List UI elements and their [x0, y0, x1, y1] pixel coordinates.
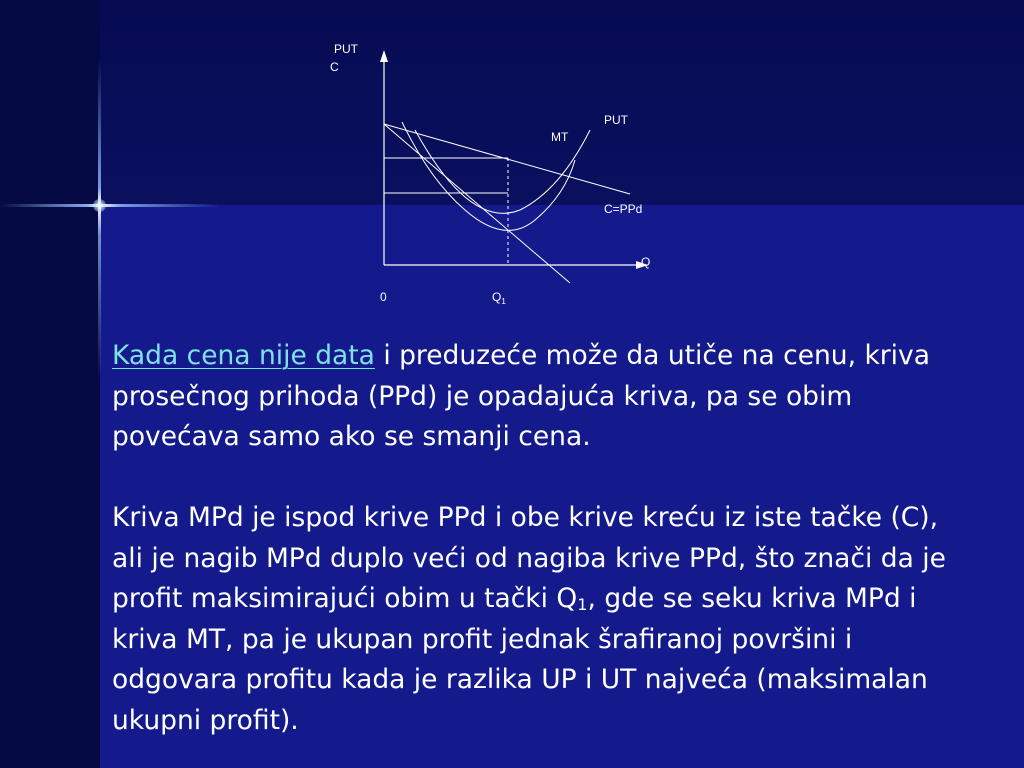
paragraph-1	[112, 336, 972, 458]
curve-label-demand: C=PPd	[604, 202, 643, 216]
link-kada-cena-nije-data[interactable]: Kada cena nije data	[112, 340, 375, 371]
curve-label-put: PUT	[604, 113, 628, 127]
y-axis-label-put: PUT	[334, 42, 358, 56]
marginal-cost-curve	[402, 122, 575, 230]
monopoly-diagram	[0, 0, 1024, 330]
demand-curve	[384, 124, 630, 194]
paragraph-2-subscript: 1	[577, 595, 588, 614]
paragraph-2-text-a: Kriva MPd je ispod krive PPd i obe krive kreću iz iste tačke (C), ali je nagib MPd duplo veći od nagiba krive PPd, što znači da je profit maksimirajući obim u tački Q	[112, 502, 946, 614]
paragraph-1-text: i preduzeće može da utiče na cenu, kriva prosečnog prihoda (PPd) je opadajuća kriva, pa se obim povećava samo ako se smanji cena.	[112, 340, 930, 452]
paragraph-2-text-b: , gde se seku kriva MPd i kriva MT, pa je ukupan profit jednak šrafiranoj površini i odgovara profitu kada je razlika UP i UT najveća (maksimalan ukupni profit).	[112, 583, 928, 736]
y-axis-label-c: C	[330, 60, 339, 74]
marginal-revenue-curve	[384, 124, 570, 283]
x-axis-label-q: Q	[641, 255, 651, 269]
body-text	[112, 336, 972, 741]
q1-label-letter: Q	[492, 290, 502, 304]
q1-label-subscript: 1	[501, 297, 506, 306]
paragraph-gap	[112, 458, 972, 499]
origin-label: 0	[380, 290, 387, 304]
q1-label	[492, 290, 506, 306]
curve-label-mt: MT	[551, 130, 569, 144]
paragraph-2	[112, 498, 972, 741]
y-axis-arrow	[380, 50, 388, 62]
